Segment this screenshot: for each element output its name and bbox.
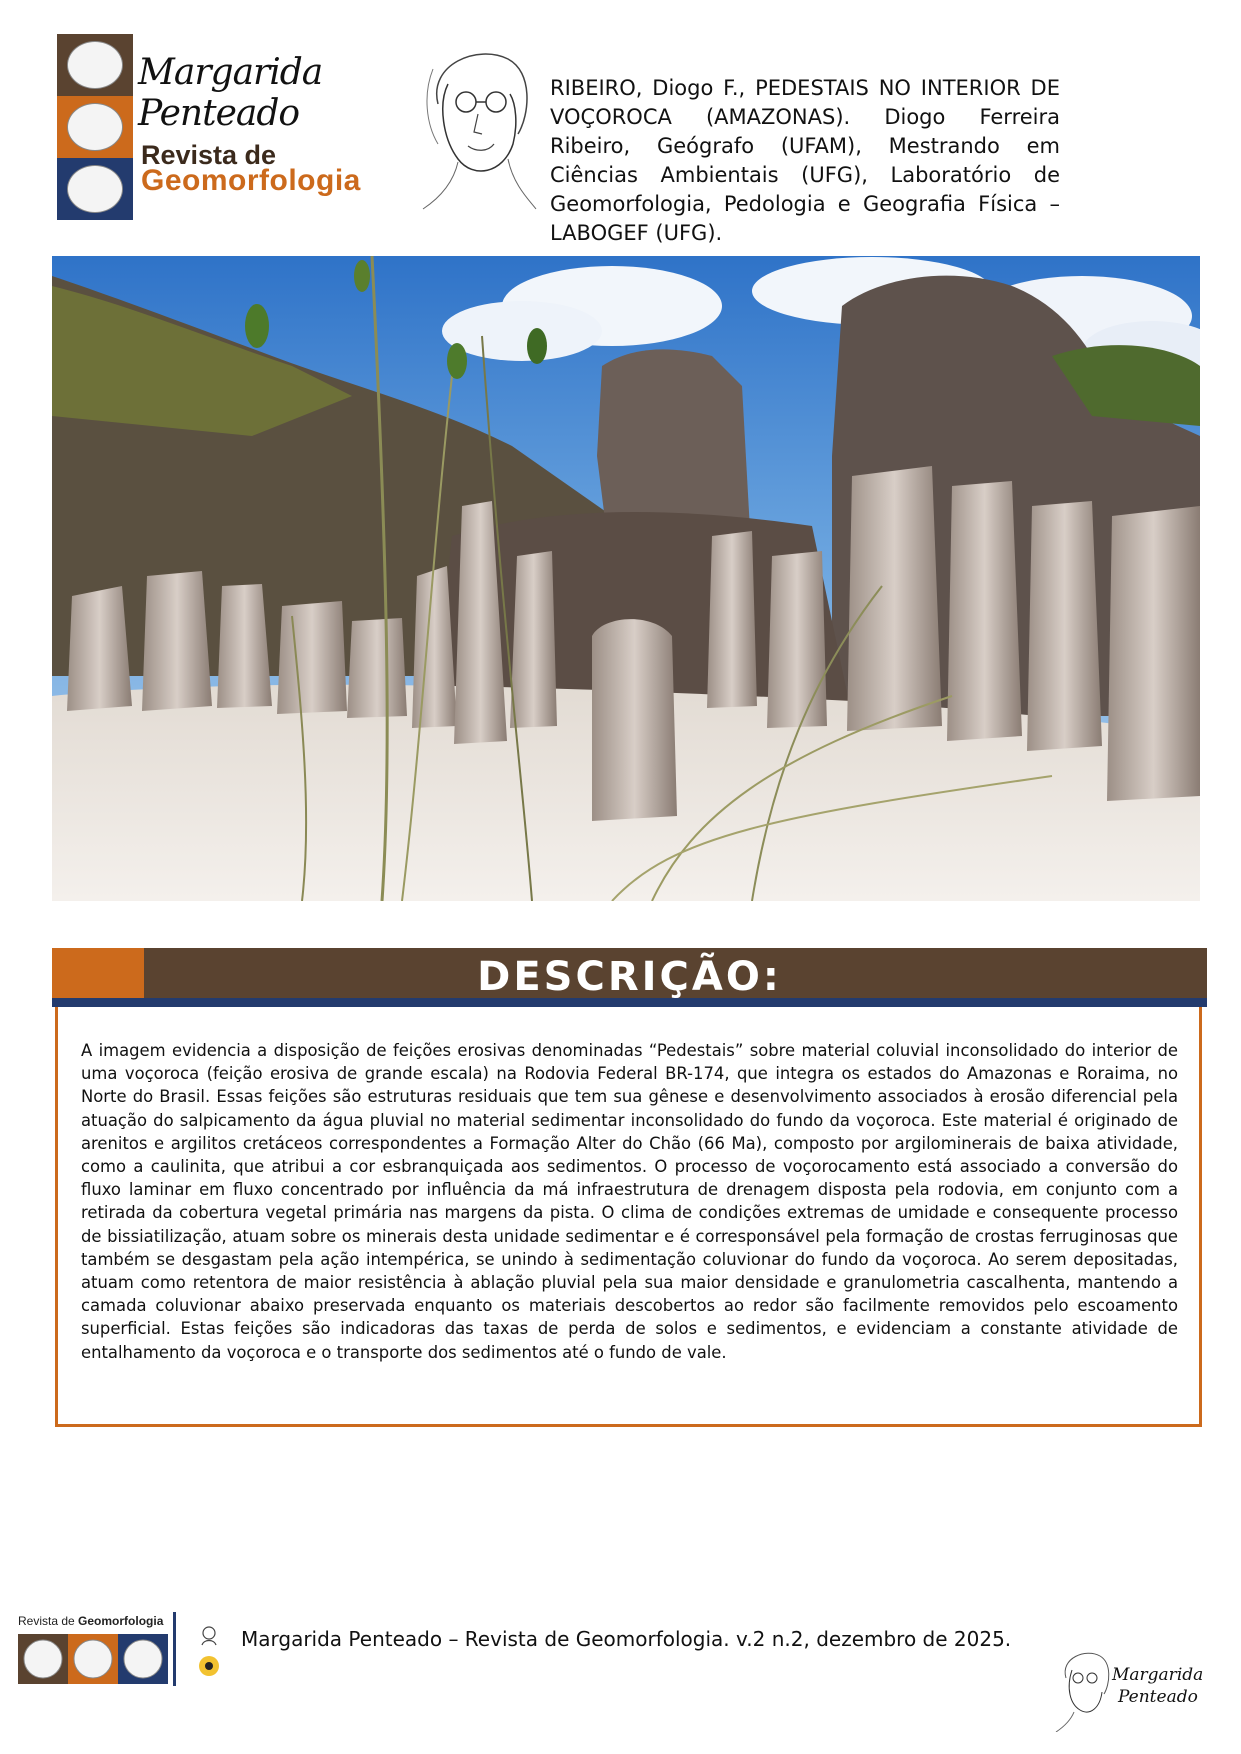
footer-portrait-sketch-icon: [1054, 1648, 1114, 1732]
description-text: A imagem evidencia a disposição de feições erosivas denominadas “Pedestais” sobre material coluvial inconsolidado do interior de uma voçoroca (feição erosiva de grande escala) na Rodovia Federal BR-174, que integra os estados do Amazonas e Roraima, no Norte do Brasil. Essas feições são estruturas residuais que tem sua gênese e desenvolvimento associados à erosão diferencial pela atuação do salpicamento da água pluvial no material sedimentar inconsolidado do fundo da voçoroca. Este material é originado de arenitos e argilitos cretáceos correspondentes a Formação Alter do Chão (66 Ma), composto por argilominerais de baixa atividade, como a caulinita, que atribui a cor esbranquiçada aos sedimentos. O processo de voçorocamento está associado a conversão do fluxo laminar em fluxo concentrado por influência da má infraestrutura de drenagem disposta pela rodovia, em conjunto com a retirada da cobertura vegetal primária nas margens da pista. O clima de condições extremas de umidade e consequente processo de bissiatilização, atuam sobre os minerais desta unidade sedimentar e é corresponsável pela formação de crostas ferruginosas que também se desgastam pela ação intempérica, se unindo à sedimentação coluvionar do fundo da voçoroca. Ao serem depositadas, atuam como retentora de maior resistência à ablação pluvial pela sua maior densidade e granulometria cascalhenta, mantendo a camada coluvionar abaixo preservada enquanto os materiais descobertos ao redor são facilmente removidos pelo escoamento superficial. Estas feições são indicadoras das taxas de perda de solos e sedimentos, e evidenciam a constante atividade de entalhamento da voçoroca e o transporte dos sedimentos até o fundo de vale.: [81, 1041, 1178, 1362]
footer-journal-label-prefix: Revista de: [18, 1614, 79, 1628]
footer-script-line1: Margarida: [1112, 1665, 1204, 1685]
logo-tile-navy: [57, 158, 133, 220]
journal-logo: [57, 34, 133, 222]
article-citation: RIBEIRO, Diogo F., PEDESTAIS NO INTERIOR DE VOÇOROCA (AMAZONAS). Diogo Ferreira Ribeiro, Geógrafo (UFAM), Mestrando em Ciências Ambientais (UFG), Laboratório de Geomorfologia, Pedologia e Geografia Física – LABOGEF (UFG).: [550, 76, 1060, 245]
footer-reference: Margarida Penteado – Revista de Geomorfologia. v.2 n.2, dezembro de 2025.: [241, 1627, 1012, 1651]
portrait-sketch-icon: [418, 44, 538, 212]
logo-tile-orange: [57, 96, 133, 158]
doi-icon: [198, 1655, 220, 1677]
footer-journal-label: [18, 1614, 163, 1628]
footer-script-line2: Penteado: [1118, 1687, 1198, 1707]
journal-title-line1: Revista de: [141, 140, 277, 170]
logo-tile-brown: [57, 34, 133, 96]
footer-journal-label-bold: Geomorfologia: [78, 1614, 164, 1628]
footer-divider: [173, 1612, 176, 1686]
erosion-pedestals-photo: [52, 256, 1200, 901]
footer-logo-tiles: [18, 1634, 168, 1684]
journal-title-line2: Geomorfologia: [141, 164, 361, 197]
footer-script-logo: [1112, 1664, 1204, 1708]
description-title: DESCRIÇÃO:: [477, 954, 782, 1000]
journal-script-title: Margarida Penteado: [138, 52, 323, 134]
author-portrait-icon: [198, 1624, 220, 1646]
